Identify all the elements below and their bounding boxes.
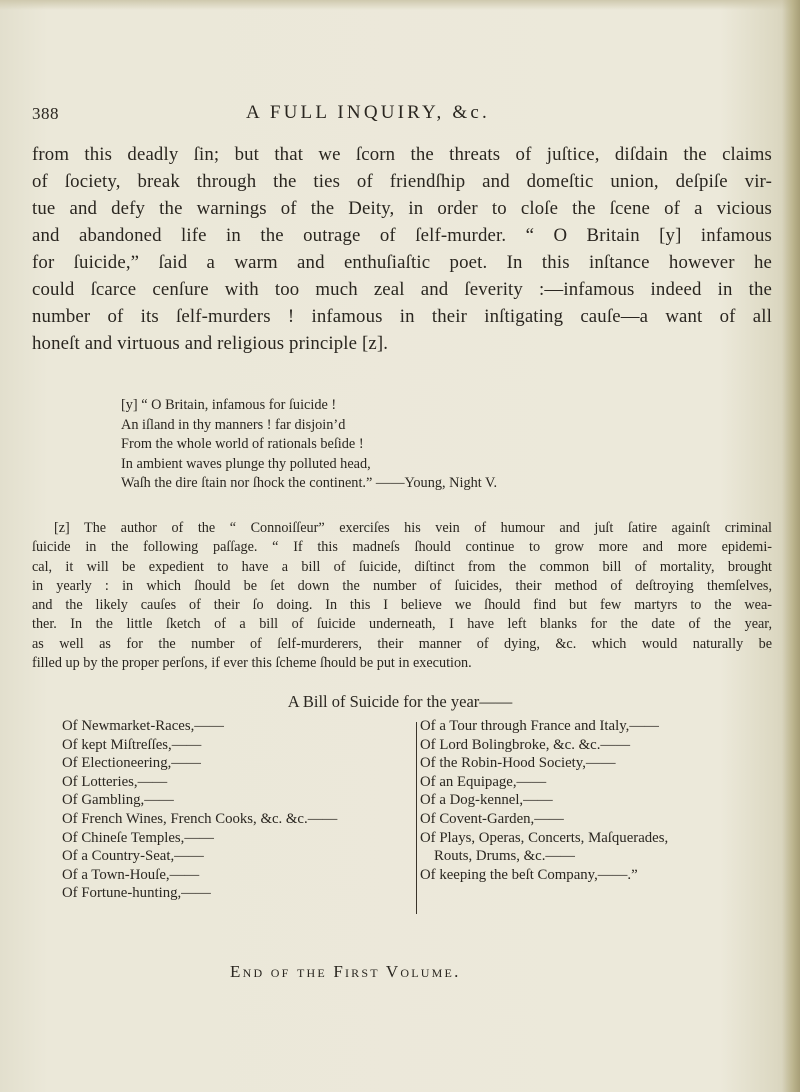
footnote-line: in yearly : in which ſhould be ſet down the number of ſuicides, their method of deſtroying themſelves,	[32, 577, 772, 594]
bill-item: Of Lord Bolingbroke, &c. &c.——	[420, 736, 630, 753]
footnote-z	[32, 519, 772, 673]
bill-item: Of Plays, Operas, Concerts, Maſquerades,	[420, 829, 669, 846]
bill-item: Of Fortune-hunting,——	[62, 885, 211, 902]
bill-item: Of keeping the beſt Company,——.”	[420, 866, 638, 883]
footnote-line: filled up by the proper perſons, if ever this ſcheme ſhould be put in execution.	[32, 655, 472, 672]
bill-right-column	[420, 717, 668, 884]
bill-item: Of Chineſe Temples,——	[62, 829, 214, 846]
verse-line: In ambient waves plunge thy polluted head,	[121, 455, 371, 472]
bill-item: Of Electioneering,——	[62, 755, 201, 772]
body-line: for ſuicide,” ſaid a warm and enthuſiaſtic poet. In this inſtance however he	[32, 252, 772, 273]
footnote-line: ther. In the little ſketch of a bill of ſuicide underneath, I have left blanks for the date of the year,	[32, 616, 772, 633]
bill-item: Of Lotteries,——	[62, 773, 168, 790]
running-head: A FULL INQUIRY, &c.	[246, 102, 490, 123]
bill-item: Of the Robin-Hood Society,——	[420, 755, 616, 772]
bill-item: Of a Dog-kennel,——	[420, 792, 553, 809]
body-line: from this deadly ſin; but that we ſcorn the threats of juſtice, diſdain the claims	[32, 144, 772, 165]
main-paragraph	[32, 141, 772, 357]
verse-line: From the whole world of rationals beſide !	[121, 436, 364, 452]
bill-item: Routs, Drums, &c.——	[434, 848, 575, 865]
footnote-line: and the likely cauſes of their ſo doing. In this I believe we ſhould find but few martyrs to the wea-	[32, 597, 772, 614]
bill-item: Of kept Miſtreſſes,——	[62, 736, 202, 753]
end-of-volume: End of the First Volume.	[230, 962, 461, 981]
bill-left-column	[62, 717, 337, 903]
body-line: tue and defy the warnings of the Deity, in order to cloſe the ſcene of a vicious	[32, 198, 772, 219]
page-edge-shadow	[782, 0, 800, 1092]
body-line: and abandoned life in the outrage of ſelf-murder. “ O Britain [y] infamous	[32, 225, 772, 246]
footnote-line: as well as for the number of ſelf-murderers, their manner of dying, &c. which would naturally be	[32, 635, 772, 652]
verse-line: An iſland in thy manners ! far disjoin’d	[121, 416, 346, 433]
bill-column-divider	[416, 722, 417, 914]
body-line: number of its ſelf-murders ! infamous in their inſtigating cauſe—a want of all	[32, 306, 772, 327]
bill-item: Of Gambling,——	[62, 792, 174, 809]
bill-item: Of an Equipage,——	[420, 773, 547, 790]
page-header	[32, 96, 772, 136]
bill-item: Of a Country-Seat,——	[62, 848, 204, 865]
bill-item: Of a Town-Houſe,——	[62, 866, 200, 883]
bill-item: Of French Wines, French Cooks, &c. &c.——	[62, 810, 338, 827]
body-line: of ſociety, break through the ties of friendſhip and domeſtic union, deſpiſe vir-	[32, 171, 772, 192]
body-line: honeſt and virtuous and religious principle [z].	[32, 333, 389, 354]
bill-item: Of Newmarket-Races,——	[62, 718, 224, 734]
bill-item: Of Covent-Garden,——	[420, 810, 564, 827]
body-line: could ſcarce cenſure with too much zeal and ſeverity :—infamous indeed in the	[32, 279, 772, 300]
footnote-line: cal, it will be expedient to have a bill of ſuicide, diſtinct from the common bill of mortality, brought	[32, 558, 772, 575]
bill-title: A Bill of Suicide for the year——	[287, 692, 513, 711]
bill-item: Of a Tour through France and Italy,——	[420, 718, 659, 734]
page-number: 388	[32, 104, 59, 123]
footnote-y-verse	[121, 396, 761, 494]
page-top-shadow	[0, 0, 800, 10]
footnote-line: [z] The author of the “ Connoiſſeur” exerciſes his vein of humour and juſt ſatire againſt criminal	[54, 520, 772, 536]
footnote-line: ſuicide in the following paſſage. “ If this madneſs ſhould continue to grow more and more epidemi-	[32, 539, 772, 556]
verse-line: Waſh the dire ſtain nor ſhock the continent.” ——Young, Night V.	[121, 475, 498, 491]
verse-line: [y] “ O Britain, infamous for ſuicide !	[121, 397, 337, 413]
